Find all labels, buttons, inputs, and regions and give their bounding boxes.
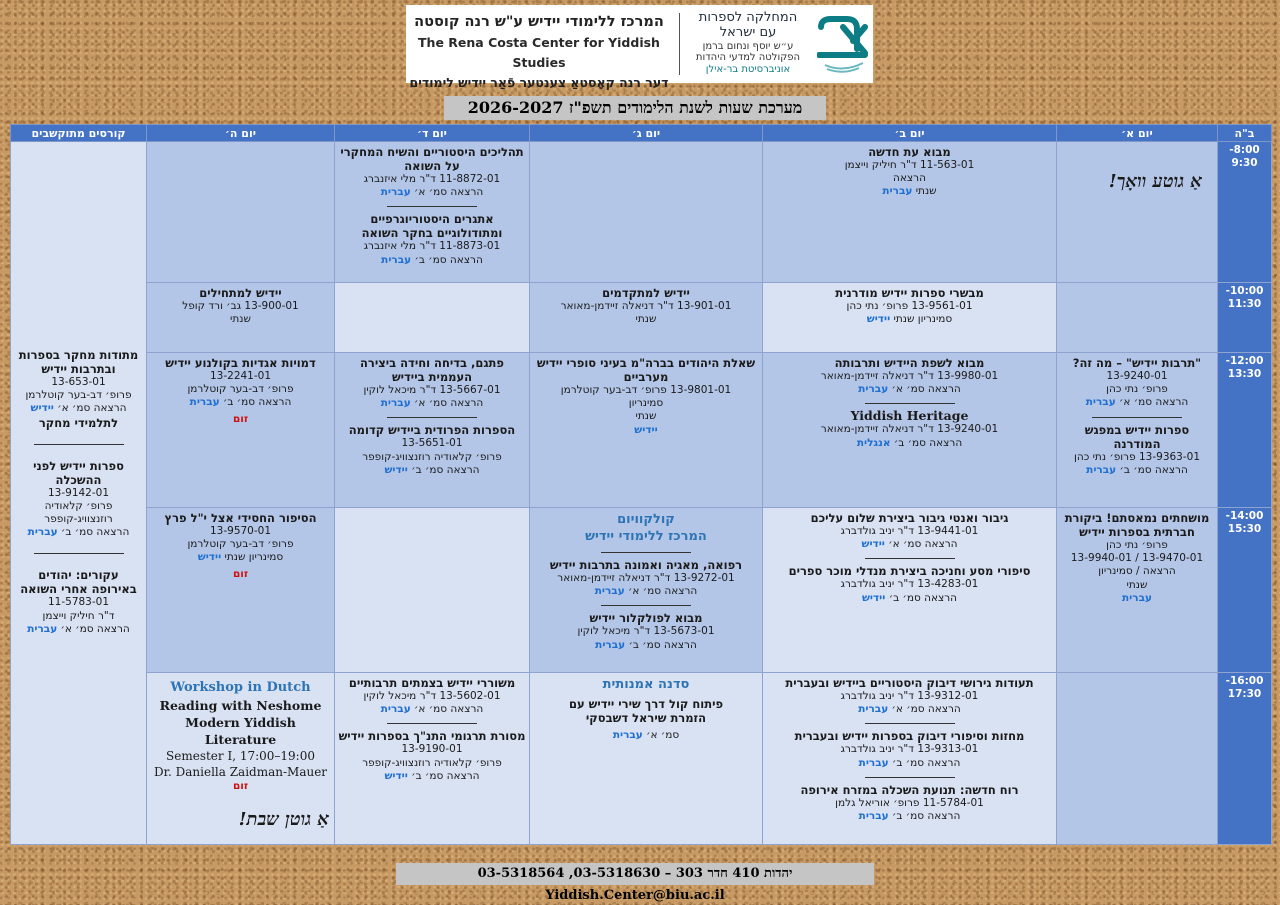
time-slot-0800: 8:00- 9:30 bbox=[1218, 142, 1272, 283]
course-code: 13-9801-01 פרופ׳ דב-בער קוטלרמן bbox=[560, 384, 732, 396]
header-online: קורסים מתוקשבים bbox=[11, 125, 147, 142]
course-language: עברית bbox=[1085, 396, 1116, 409]
workshop-title: Workshop in Dutch bbox=[170, 680, 311, 695]
course-code: 13-9313-01 ד"ר יניב גולדברג bbox=[840, 743, 979, 756]
course-language: עברית bbox=[380, 397, 411, 410]
zoom-badge: זום bbox=[232, 780, 249, 792]
course-title: מבוא לפולקלור יידיש bbox=[589, 611, 703, 626]
course-language: עברית bbox=[1122, 591, 1152, 604]
course-semester: הרצאה סמ׳ א׳ עברית bbox=[594, 585, 698, 598]
course-block bbox=[766, 409, 1053, 449]
workshop-title: סדנה אמנותית bbox=[602, 677, 690, 692]
course-title: Yiddish Heritage bbox=[850, 408, 969, 424]
course-title: גיבור ואנטי גיבור ביצירת שלום עליכם bbox=[810, 511, 1009, 525]
separator bbox=[34, 444, 124, 445]
course-title: מסורת תרגומי התנ"ך בספרות יידיש bbox=[338, 729, 526, 744]
cell-sun-1600 bbox=[1057, 673, 1218, 845]
logo-banner bbox=[406, 5, 873, 90]
course-block bbox=[338, 676, 526, 716]
course-block bbox=[766, 511, 1053, 551]
workshop-schedule: Semester I, 17:00–19:00 bbox=[166, 749, 315, 763]
course-title: הסיפור החסידי אצל י"ל פרץ bbox=[164, 511, 317, 525]
colloquium-title: קולקוויום bbox=[617, 512, 675, 527]
course-title: מחזות וסיפורי דיבוק בספרות יידיש ובעברית bbox=[794, 729, 1025, 744]
separator bbox=[34, 553, 124, 554]
bar-ilan-logo bbox=[817, 15, 869, 73]
course-title: מושחתים נמאסתם! ביקורת חברתית בספרות יידיש bbox=[1064, 511, 1210, 539]
separator bbox=[865, 403, 955, 404]
separator bbox=[387, 206, 477, 207]
course-type: סמינריון bbox=[628, 397, 664, 410]
course-block bbox=[150, 356, 331, 426]
course-lecturer: פרופ׳ דב-בער קוטלרמן bbox=[187, 383, 294, 396]
course-language: עברית bbox=[594, 585, 625, 598]
header-sunday: יום א׳ bbox=[1057, 125, 1218, 142]
course-title: סיפורי מסע וחניכה ביצירת מנדלי מוכר ספרים bbox=[788, 564, 1031, 579]
time-slot-1600: 16:00- 17:30 bbox=[1218, 673, 1272, 845]
course-lecturer: פרופ׳ קלאודיה רוזנצוויג-קופפר bbox=[362, 450, 502, 463]
cell-tue-0800 bbox=[530, 142, 763, 283]
course-language: עברית bbox=[380, 703, 411, 716]
logo-divider bbox=[679, 13, 680, 75]
course-title: רוח חדשה: תנועת השכלה במזרח אירופה bbox=[800, 782, 1019, 797]
course-block bbox=[766, 783, 1053, 823]
course-lecturer: ד"ר חיליק וייצמן bbox=[42, 609, 115, 622]
course-code: 13-5667-01 ד"ר מיכאל לוקין bbox=[363, 384, 501, 396]
course-code: 11-5784-01 פרופ׳ אוריאל גלמן bbox=[835, 796, 984, 809]
course-code: 13-5602-01 ד"ר מיכאל לוקין bbox=[363, 690, 501, 702]
course-language: עברית bbox=[380, 186, 411, 199]
header-thursday: יום ה׳ bbox=[147, 125, 335, 142]
course-title: עקורים: יהודים באירופה אחרי השואה bbox=[20, 568, 137, 597]
course-title: מבוא עת חדשה bbox=[868, 145, 951, 159]
course-code: 13-9561-01 פרופ׳ נתי כהן bbox=[846, 300, 973, 312]
colloquium-subtitle: המרכז ללימודי יידיש bbox=[585, 529, 707, 544]
course-block bbox=[766, 729, 1053, 769]
course-language: יידיש bbox=[866, 313, 891, 326]
cell-thu-1400 bbox=[147, 508, 335, 673]
row-1200 bbox=[11, 353, 1272, 508]
course-block bbox=[1060, 356, 1214, 410]
cell-mon-0800 bbox=[763, 142, 1057, 283]
course-title: יידיש למתקדמים bbox=[602, 286, 690, 300]
separator bbox=[387, 417, 477, 418]
header-tuesday: יום ג׳ bbox=[530, 125, 763, 142]
cell-wed-1000 bbox=[335, 283, 530, 353]
course-title: מבוא לשפת היידיש ותרבותה bbox=[834, 356, 985, 370]
separator bbox=[1092, 417, 1182, 418]
course-semester: הרצאה סמ׳ ב׳ אנגלית bbox=[856, 436, 963, 449]
course-block bbox=[14, 459, 143, 540]
course-lecturer: פרופ׳ קלאודיה רוזנצוויג-קופפר bbox=[44, 499, 113, 525]
cell-sun-1000 bbox=[1057, 283, 1218, 353]
time-slot-1200: 12:00- 13:30 bbox=[1218, 353, 1272, 508]
course-block bbox=[1060, 511, 1214, 605]
course-semester: הרצאה סמ׳ ב׳ עברית bbox=[27, 526, 130, 539]
course-semester: שנתי bbox=[230, 313, 251, 326]
cell-sun-1400 bbox=[1057, 508, 1218, 673]
department-text bbox=[683, 11, 813, 75]
course-block bbox=[766, 286, 1053, 326]
course-language: עברית bbox=[858, 703, 889, 716]
course-language: עברית bbox=[27, 622, 58, 635]
course-semester: הרצאה סמ׳ ב׳ עברית bbox=[381, 253, 483, 266]
course-semester: הרצאה סמ׳ א׳ עברית bbox=[27, 622, 130, 635]
course-language: יידיש bbox=[384, 769, 408, 782]
course-code: 13-9441-01 ד"ר יניב גולדברג bbox=[840, 525, 979, 537]
dept-line-5: אוניברסיטת בר-אילן bbox=[705, 63, 791, 75]
dept-line-2: עם ישראל bbox=[719, 24, 777, 40]
course-note: לתלמידי מחקר bbox=[38, 415, 119, 430]
course-semester: הרצאה סמ׳ ב׳ יידיש bbox=[384, 769, 480, 782]
cell-thu-1200 bbox=[147, 353, 335, 508]
course-lecturer: פרופ׳ דב-בער קוטלרמן bbox=[25, 389, 132, 402]
page-title: מערכת שעות לשנת הלימודים תשפ"ז 2026-2027 bbox=[444, 96, 826, 120]
course-language: עברית bbox=[189, 396, 220, 409]
course-code: 13-9142-01 bbox=[47, 486, 110, 499]
course-block bbox=[766, 356, 1053, 396]
course-semester: הרצאה סמ׳ א׳ יידיש bbox=[30, 402, 127, 415]
greeting-shabbat: אַ גוטן שבת! bbox=[238, 809, 329, 831]
course-code: 11-563-01 ד"ר חיליק וייצמן bbox=[844, 159, 975, 171]
course-title: ספרות יידיש לפני ההשכלה bbox=[33, 458, 124, 487]
cell-wed-0800 bbox=[335, 142, 530, 283]
zoom-badge: זום bbox=[232, 412, 249, 425]
course-semester: שנתי bbox=[635, 410, 657, 423]
course-code: 13-4283-01 ד"ר יניב גולדברג bbox=[840, 578, 979, 591]
workshop-line-1: Reading with Neshome bbox=[159, 698, 322, 713]
separator bbox=[865, 558, 955, 559]
cell-tue-1000 bbox=[530, 283, 763, 353]
course-block bbox=[338, 423, 526, 477]
course-language: יידיש bbox=[861, 538, 885, 551]
course-title: תעודות גירושי דיבוק היסטוריים ביידיש ובעברית bbox=[785, 676, 1034, 690]
header-monday: יום ב׳ bbox=[763, 125, 1057, 142]
course-title: משוררי יידיש בצמתים תרבותיים bbox=[348, 676, 516, 690]
course-language: עברית bbox=[858, 810, 889, 823]
course-block bbox=[766, 564, 1053, 604]
cell-wed-1400 bbox=[335, 508, 530, 673]
cell-online-courses bbox=[11, 142, 147, 845]
course-semester: הרצאה סמ׳ ב׳ יידיש bbox=[384, 463, 480, 476]
row-1000 bbox=[11, 283, 1272, 353]
course-code: 13-9470-01 / 13-9940-01 bbox=[1070, 552, 1204, 565]
course-language: יידיש bbox=[861, 591, 886, 604]
dept-line-3: ע״ש יוסף ונחום ברמן bbox=[702, 40, 794, 52]
course-semester: הרצאה סמ׳ א׳ עברית bbox=[858, 703, 961, 716]
course-block bbox=[533, 558, 759, 598]
zoom-badge: זום bbox=[232, 567, 249, 580]
course-title: תהליכים היסטוריים והשיח המחקרי על השואה bbox=[340, 145, 524, 173]
separator bbox=[387, 723, 477, 724]
course-code: 13-5673-01 ד"ר מיכאל לוקין bbox=[577, 625, 715, 638]
center-name-hebrew: המרכז ללימודי יידיש ע"ש רנה קוסטה bbox=[414, 14, 664, 30]
cell-mon-1400 bbox=[763, 508, 1057, 673]
course-code: 13-9240-01 ד"ר דניאלה זיידמן-מאואר bbox=[820, 423, 999, 436]
course-title: פתגם, בדיחה וחידה ביצירה העממית ביידיש bbox=[360, 356, 504, 384]
course-language: עברית bbox=[612, 729, 643, 741]
course-language: יידיש bbox=[197, 551, 222, 564]
course-code: 13-9312-01 ד"ר יניב גולדברג bbox=[840, 690, 979, 702]
course-semester: הרצאה סמ׳ ב׳ עברית bbox=[1086, 463, 1188, 476]
course-block bbox=[766, 676, 1053, 716]
course-semester: הרצאה סמ׳ א׳ יידיש bbox=[861, 538, 958, 551]
course-block bbox=[14, 568, 143, 636]
course-semester: הרצאה סמ׳ א׳ עברית bbox=[858, 383, 961, 396]
greeting-week: אַ גוטע וואָך! bbox=[1108, 171, 1202, 192]
workshop-description: פיתוח קול דרך שירי יידיש עם הזמרת שיראל דשבסקי bbox=[568, 697, 724, 725]
course-language: עברית bbox=[858, 756, 889, 769]
course-block bbox=[533, 356, 759, 437]
dept-line-1: המחלקה לספרות bbox=[698, 10, 798, 25]
course-title: רפואה, מאגיה ואמונה בתרבות יידיש bbox=[549, 558, 743, 572]
cell-tue-1200 bbox=[530, 353, 763, 508]
header-time: ב"ה bbox=[1218, 125, 1272, 142]
cell-wed-1600 bbox=[335, 673, 530, 845]
course-code: 13-5651-01 bbox=[401, 437, 463, 450]
workshop-line-2: Modern Yiddish Literature bbox=[185, 715, 296, 747]
course-code: 13-901-01 ד"ר דניאלה זיידמן-מאואר bbox=[560, 300, 732, 312]
course-language: עברית bbox=[595, 638, 626, 651]
time-slot-1000: 10:00- 11:30 bbox=[1218, 283, 1272, 353]
course-code: 13-9190-01 bbox=[401, 743, 463, 756]
course-title: יידיש למתחילים bbox=[199, 286, 282, 300]
course-block bbox=[338, 212, 526, 266]
center-name-yiddish: דער רנה קאָסטאַ צענטער פֿאַר ייִדיש לימודים bbox=[409, 75, 669, 90]
course-block bbox=[338, 729, 526, 783]
course-block bbox=[1060, 423, 1214, 477]
course-title: אתגרים היסטוריוגרפיים ומתודולוגיים בחקר השואה bbox=[361, 212, 503, 241]
course-semester: הרצאה סמ׳ ב׳ יידיש bbox=[861, 591, 958, 604]
course-title: הספרות הפרודית ביידיש קדומה bbox=[348, 423, 516, 438]
course-language: אנגלית bbox=[856, 436, 891, 449]
course-code: 13-2241-01 bbox=[209, 370, 272, 382]
row-0800 bbox=[11, 142, 1272, 283]
center-name-english: The Rena Costa Center for Yiddish Studies bbox=[418, 35, 660, 70]
course-semester: הרצאה סמ׳ א׳ עברית bbox=[380, 703, 484, 716]
row-1600 bbox=[11, 673, 1272, 845]
course-block bbox=[338, 356, 526, 410]
course-language: עברית bbox=[381, 253, 412, 266]
course-semester: סמינריון שנתי יידיש bbox=[866, 313, 953, 326]
header-wednesday: יום ד׳ bbox=[335, 125, 530, 142]
row-1400 bbox=[11, 508, 1272, 673]
course-lecturer: פרופ׳ קלאודיה רוזנצוויג-קופפר bbox=[362, 756, 502, 769]
course-semester: הרצאה סמ׳ ב׳ עברית bbox=[858, 810, 961, 823]
course-block bbox=[150, 286, 331, 326]
cell-sun-1200 bbox=[1057, 353, 1218, 508]
course-language: עברית bbox=[27, 526, 58, 539]
course-block bbox=[533, 611, 759, 651]
workshop-lecturer: Dr. Daniella Zaidman-Mauer bbox=[153, 765, 328, 779]
schedule-table bbox=[10, 124, 1272, 845]
course-code: 13-9363-01 פרופ׳ נתי כהן bbox=[1073, 450, 1201, 463]
contact-footer: יהדות 410 חדר 303 – 03-5318630, 03-5318564 Yiddish.Center@biu.ac.il bbox=[396, 863, 874, 885]
course-semester: שנתי bbox=[635, 313, 657, 326]
course-language: עברית bbox=[858, 383, 889, 396]
course-language: יידיש bbox=[634, 423, 658, 436]
center-name bbox=[405, 11, 673, 93]
course-title: מתודות מחקר בספרות ובתרבות יידיש bbox=[18, 347, 139, 376]
course-title: "תרבות יידיש" – מה זה? bbox=[1072, 356, 1202, 370]
cell-thu-0800 bbox=[147, 142, 335, 283]
separator bbox=[865, 723, 955, 724]
course-title: ספרות יידיש במפגש המודרנה bbox=[1084, 422, 1190, 451]
cell-tue-1400 bbox=[530, 508, 763, 673]
course-language: יידיש bbox=[30, 402, 54, 415]
course-type: הרצאה / סמינריון bbox=[1098, 565, 1176, 578]
course-lecturer: פרופ׳ נתי כהן bbox=[1106, 539, 1168, 551]
course-code: 11-5783-01 bbox=[47, 596, 110, 609]
course-semester: הרצאה סמ׳ ב׳ עברית bbox=[858, 756, 961, 769]
course-semester: הרצאה סמ׳ א׳ עברית bbox=[1085, 396, 1189, 409]
course-title: שאלת היהודים בברה"מ בעיני סופרי יידיש מערביים bbox=[536, 356, 756, 384]
cell-mon-1600 bbox=[763, 673, 1057, 845]
course-code: 13-9570-01 bbox=[209, 525, 272, 537]
course-title: מבשרי ספרות יידיש מודרנית bbox=[835, 286, 984, 300]
cell-sun-0800 bbox=[1057, 142, 1218, 283]
course-semester: שנתי עברית bbox=[882, 185, 937, 198]
cell-mon-1200 bbox=[763, 353, 1057, 508]
course-semester: הרצאה סמ׳ ב׳ עברית bbox=[189, 396, 292, 409]
course-semester: סמינריון שנתי יידיש bbox=[197, 551, 284, 564]
course-language: עברית bbox=[1086, 463, 1117, 476]
dept-line-4: הפקולטה למדעי היהדות bbox=[695, 52, 801, 64]
course-block bbox=[766, 145, 1053, 199]
cell-thu-1000 bbox=[147, 283, 335, 353]
course-code: 13-900-01 גב׳ ורד קופל bbox=[182, 300, 299, 312]
cell-thu-1600 bbox=[147, 673, 335, 845]
course-block bbox=[338, 145, 526, 199]
course-semester: הרצאה סמ׳ א׳ עברית bbox=[380, 186, 484, 199]
course-lecturer: פרופ׳ דב-בער קוטלרמן bbox=[187, 538, 294, 551]
course-code: 11-8873-01 ד"ר מלי איזנברג bbox=[363, 240, 501, 253]
course-semester: שנתי bbox=[1126, 578, 1148, 591]
course-type: הרצאה bbox=[893, 172, 926, 185]
course-semester: סמ׳ א׳ עברית bbox=[612, 729, 680, 741]
course-block bbox=[14, 348, 143, 430]
separator bbox=[601, 552, 691, 553]
course-language: יידיש bbox=[384, 463, 408, 476]
course-language: עברית bbox=[882, 185, 913, 198]
course-code: 13-9240-01 bbox=[1106, 370, 1168, 382]
course-block bbox=[533, 286, 759, 326]
course-code: 13-9272-01 ד"ר דניאלה זיידמן-מאואר bbox=[557, 572, 735, 584]
cell-tue-1600 bbox=[530, 673, 763, 845]
cell-wed-1200 bbox=[335, 353, 530, 508]
course-block bbox=[150, 511, 331, 581]
time-slot-1400: 14:00- 15:30 bbox=[1218, 508, 1272, 673]
course-code: 11-8872-01 ד"ר מלי איזנברג bbox=[363, 173, 501, 185]
course-code: 13-653-01 bbox=[51, 375, 106, 388]
course-title: דמויות אגדיות בקולנוע יידיש bbox=[165, 356, 316, 370]
course-code: 13-9980-01 ד"ר דניאלה זיידמן-מאואר bbox=[820, 370, 999, 382]
course-lecturer: פרופ׳ נתי כהן bbox=[1106, 383, 1168, 396]
course-semester: הרצאה סמ׳ א׳ עברית bbox=[380, 397, 484, 410]
header-row bbox=[11, 125, 1272, 142]
separator bbox=[865, 777, 955, 778]
course-semester: הרצאה סמ׳ ב׳ עברית bbox=[595, 638, 697, 651]
separator bbox=[601, 605, 691, 606]
cell-mon-1000 bbox=[763, 283, 1057, 353]
